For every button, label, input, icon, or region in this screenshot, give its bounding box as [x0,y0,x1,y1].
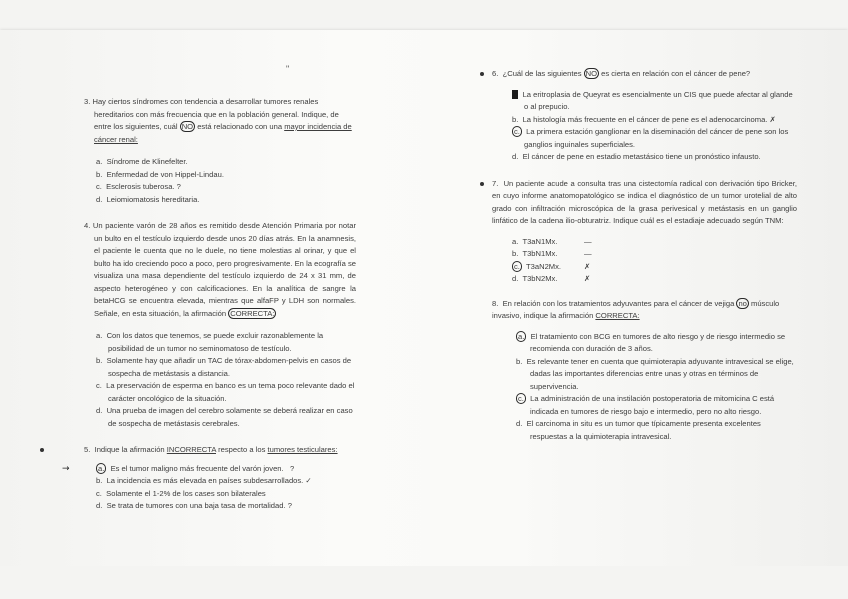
circled-no: NO [181,122,194,131]
arrow-icon: → [62,463,70,474]
option-a[interactable]: → a. Es el tumor maligno más frecuente del varón joven. ? [62,463,295,474]
right-column [492,68,797,443]
option-a[interactable]: a. El tratamiento con BCG en tumores de alto riesgo y de riesgo intermedio se recomienda con duración de 3 años. [518,331,786,353]
option-a[interactable]: a. Síndrome de Klinefelter. [96,157,188,166]
question-4 [84,220,356,430]
left-column [62,96,356,513]
bullet-dot [480,182,484,186]
option-b[interactable]: b. Enfermedad de von Hippel-Lindau. [96,169,224,179]
question-6-number: 6. [492,69,499,78]
question-7-number: 7. [492,178,499,188]
option-a[interactable]: a. T3aN1Mx. — [512,236,797,249]
question-3-stem: 3. Hay ciertos síndromes con tendencia a desarrollar tumores renales hereditarios con más frecuencia que en la población general. Indique, de entre los siguientes, cuál NO está relacionado con una mayor incidencia de cáncer renal: [84,97,352,144]
option-b[interactable]: b. La histología más frecuente en el cáncer de pene es el adenocarcinoma. ✗ [512,114,776,124]
question-6-options [492,89,797,164]
question-5-options [62,463,356,513]
question-3-number: 3. [84,97,91,106]
option-b[interactable]: b. Es relevante tener en cuenta que quimioterapia adyuvante intravesical se elige, dadas las importantes diferencias entre unas y otras en términos de supervivencia. [516,356,794,391]
circled-no: NO [585,69,598,78]
question-8-options [492,331,797,444]
dash-mark: — [584,236,592,246]
option-a[interactable]: a. Con los datos que tenemos, se puede excluir razonablemente la posibilidad de un tumor no seminomatoso de testículo. [96,331,324,353]
question-5-stem: 5. Indique la afirmación INCORRECTA respecto a los tumores testiculares: [84,445,338,454]
question-5-number: 5. [84,445,91,454]
bullet-dot [40,448,44,452]
option-d[interactable]: d. T3bN2Mx. ✗ [512,273,797,286]
question-5 [62,444,356,513]
cross-icon: ✗ [584,274,591,283]
option-c[interactable]: c. La preservación de esperma en banco es un tema poco relevante dado el carácter oncológico de la situación. [96,381,355,403]
option-c[interactable]: c. Esclerosis tuberosa. ? [96,182,181,191]
question-7 [492,178,797,286]
question-6 [492,68,797,164]
question-mark-icon: ? [287,501,292,510]
question-8-stem: 8. En relación con los tratamientos adyuvantes para el cáncer de vejiga no músculo invasivo, indique la afirmación CORRECTA: [492,298,780,320]
question-7-stem: 7. Un paciente acude a consulta tras una cistectomía radical con derivación tipo Bricker, en cuyo informe anatomopatológico se indica el diagnóstico de un tumor urotelial de alto grado con infiltración microscópica de la grasa perivesical y metástasis en un ganglio linfático de la cadena ilio-obturatriz. Indique cuál es el estadiaje adecuado según TNM: [492,178,797,225]
option-d[interactable]: d. Leiomiomatosis hereditaria. [96,194,200,204]
option-d[interactable]: d. El cáncer de pene en estadio metastásico tiene un pronóstico infausto. [512,152,761,161]
question-3 [84,96,356,206]
question-8 [492,298,797,444]
question-3-options [84,156,356,206]
page-mark: " [286,64,290,74]
option-d[interactable]: d. El carcinoma in situ es un tumor que típicamente presenta excelentes respuestas a la quimioterapia intravesical. [516,419,761,441]
option-a[interactable]: a. La eritroplasia de Queyrat es esencialmente un CIS que puede afectar al glande o al prepucio. [512,89,793,111]
option-c[interactable]: c. La primera estación ganglionar en la diseminación del cáncer de pene son los ganglios inguinales superficiales. [514,127,789,149]
underlined-text: mayor incidencia de cáncer renal: [94,122,352,144]
bullet-dot [480,72,484,76]
circled-no: no [738,298,747,308]
question-6-stem: 6. ¿Cuál de las siguientes NO es cierta en relación con el cáncer de pene? [492,69,751,78]
option-c[interactable]: c. La administración de una instilación postoperatoria de mitomicina C está indicada en tumores de riesgo bajo e intermedio, pero no alto riesgo. [518,394,775,416]
option-b[interactable]: b. La incidencia es más elevada en países subdesarrollados. ✓ [96,476,312,485]
option-b[interactable]: b. T3bN1Mx. — [512,248,797,261]
question-4-stem: 4. Un paciente varón de 28 años es remitido desde Atención Primaria por notar un bulto en el testículo izquierdo desde unos 20 días atrás. En la anamnesis, el paciente le cuenta que no le duele, no tiene molestias al orinar, y que el bulto ha ido creciendo poco a poco, pero progresivamente. En la ecografía se visualiza una masa dependiente del testículo izquierdo de 24 x 31 mm, de aspecto heterogéneo y con calcificaciones. En la analítica de sangre la betaHCG se encuentra elevada, mientras que alfaFP y LDH son normales. Señale, en esta situación, la afirmación CORRECTA: [84,221,356,318]
background-strip [0,566,848,599]
option-d[interactable]: d. Una prueba de imagen del cerebro solamente se deberá realizar en caso de sospecha de metástasis cerebrales. [96,406,353,428]
question-8-number: 8. [492,298,499,308]
question-4-number: 4. [84,221,91,230]
cross-icon: ✗ [584,261,591,271]
option-c[interactable]: c. T3aN2Mx. ✗ [512,261,797,274]
dash-mark: — [584,249,592,258]
circled-correcta: CORRECTA: [230,308,275,318]
check-icon: ✓ [305,476,312,485]
option-d[interactable]: d. Se trata de tumores con una baja tasa de mortalidad. ? [96,501,292,510]
option-c[interactable]: c. Solamente el 1-2% de los cases son bilaterales [96,488,266,498]
question-7-options [492,236,797,286]
question-4-options [84,330,356,430]
question-mark-icon: ? [289,463,295,473]
option-b[interactable]: b. Solamente hay que añadir un TAC de tórax-abdomen-pelvis en casos de sospecha de metástasis a distancia. [96,356,352,378]
